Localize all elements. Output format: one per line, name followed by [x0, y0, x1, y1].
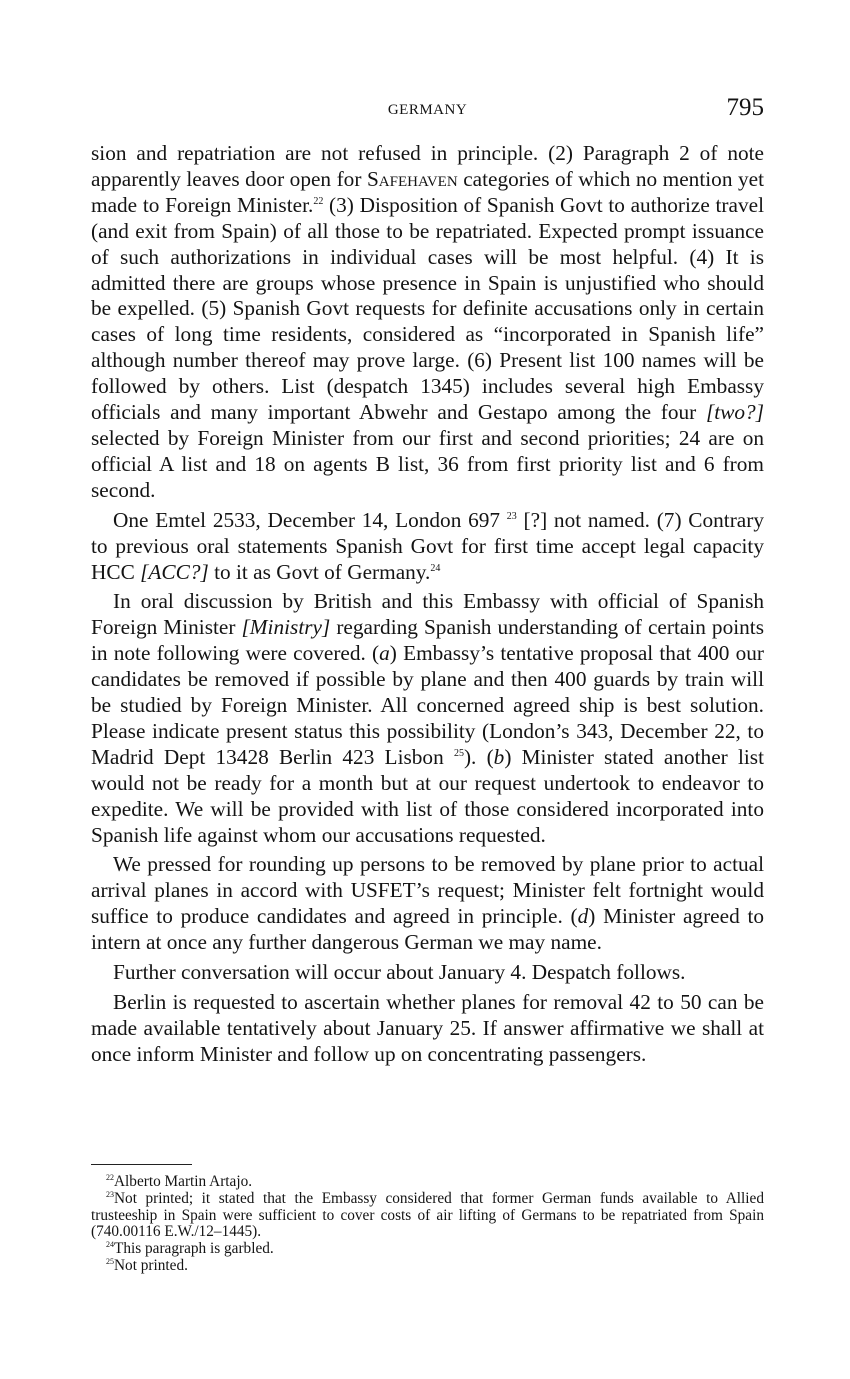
footnote-ref-23: 23: [506, 510, 517, 522]
page-header-title: GERMANY: [387, 102, 468, 118]
body-text: [91, 141, 764, 1072]
text-run: ) Minister stated another list would not be ready for a month but at our request undertook to endeavor to expedite. We will be provided with list of those considered incorporated into Spanish life against whom our accusations requested.: [91, 744, 764, 847]
text-run: sion and repatriation are not refused in principle. (2) Paragraph 2 of note apparently leaves door open for: [91, 141, 764, 191]
text-run: ) Embassy’s tentative proposal that 400 our candidates be removed if possible by plane and then 400 guards by train will be studied by Foreign Minister. All concerned agreed ship is best solution. Please indicate present status this possibility (London’s 343, December 22, to Madrid Dept 13428 Berlin 423 Lisbon: [91, 641, 765, 769]
footnote-number: 24: [106, 1240, 114, 1250]
footnote-text: Not printed.: [114, 1256, 188, 1274]
editorial-insertion: [ACC?]: [140, 559, 209, 584]
text-run: We pressed for rounding up persons to be removed by plane prior to actual arrival planes in accord with USFET’s request; Minister felt fortnight would suffice to produce candidates and agreed in principle. (: [91, 852, 764, 929]
footnote-ref-24: 24: [430, 562, 441, 574]
text-run: ). (: [463, 744, 494, 769]
text-run: selected by Foreign Minister from our first and second priorities; 24 are on official A list and 18 on agents B list, 36 from first priority list and 6 from second.: [91, 425, 764, 502]
footnote-25: [91, 1258, 764, 1275]
paragraph-6: Berlin is requested to ascertain whether planes for removal 42 to 50 can be made available tentatively about January 25. If answer affirmative we shall at once inform Minister and follow up on concentrating passengers.: [91, 990, 764, 1066]
text-run: (3) Disposition of Spanish Govt to authorize travel (and exit from Spain) of all those to be repatriated. Expected prompt issuance of such authorizations in individual cases will be most helpful. (4) It is admitted there are groups whose presence in Spain is unjustified who should be expelled. (5) Spanish Govt requests for definite accusations only in certain cases of long time residents, considered as “incorporated in Spanish life” although number thereof may prove large. (6) Present list 100 names will be followed by others. List (despatch 1345) includes several high Embassy officials and many important Abwehr and Gestapo among the four: [91, 192, 764, 425]
footnote-text: This paragraph is garbled.: [114, 1240, 274, 1258]
safehaven-term: Safehaven: [366, 166, 458, 191]
paragraph-1: [91, 141, 764, 504]
paragraph-2: [91, 508, 764, 586]
editorial-insertion: [Ministry]: [241, 615, 331, 640]
text-run: ) Minister agreed to intern at once any further dangerous German we may name.: [91, 904, 765, 955]
text-run: [?] not named. (7) Contrary to previous oral statements Spanish Govt for first time accept legal capacity HCC: [91, 507, 764, 584]
paragraph-4: [91, 852, 764, 956]
footnote-number: 22: [106, 1173, 114, 1182]
text-run: to it as Govt of Germany.: [208, 559, 431, 584]
text-run: regarding Spanish understanding of certain points in note following were covered. (: [91, 615, 764, 666]
footnote-number: 23: [106, 1189, 114, 1199]
footnote-ref-25: 25: [453, 747, 464, 759]
footnote-number: 25: [106, 1256, 114, 1266]
footnote-divider: [91, 1164, 192, 1165]
footnote-24: [91, 1241, 764, 1258]
footnote-23: [91, 1191, 764, 1241]
paragraph-5: Further conversation will occur about January 4. Despatch follows.: [113, 960, 686, 985]
page-number: 795: [726, 94, 764, 121]
footnote-22: [91, 1174, 764, 1191]
paragraph-3: [91, 589, 764, 848]
footnotes: [91, 1174, 764, 1275]
footnote-ref-22: 22: [313, 195, 324, 207]
text-run: categories of which no mention yet made to Foreign Minister.: [91, 166, 764, 217]
footnote-text: Alberto Martin Artajo.: [114, 1173, 253, 1190]
text-run: One Emtel 2533, December 14, London 697: [113, 507, 507, 532]
item-letter: a: [379, 641, 390, 666]
text-run: In oral discussion by British and this Embassy with official of Spanish Foreign Minister: [91, 589, 764, 640]
item-letter: d: [577, 904, 589, 929]
running-head: [91, 96, 764, 122]
editorial-insertion: [two?]: [706, 400, 764, 425]
footnote-text: Not printed; it stated that the Embassy considered that former German funds available to Allied trusteeship in Spain were sufficient to cover costs of air lifting of Germans to be repatriated from Spain (740.00116 E.W./12–1445).: [91, 1189, 764, 1241]
item-letter: b: [493, 744, 505, 769]
